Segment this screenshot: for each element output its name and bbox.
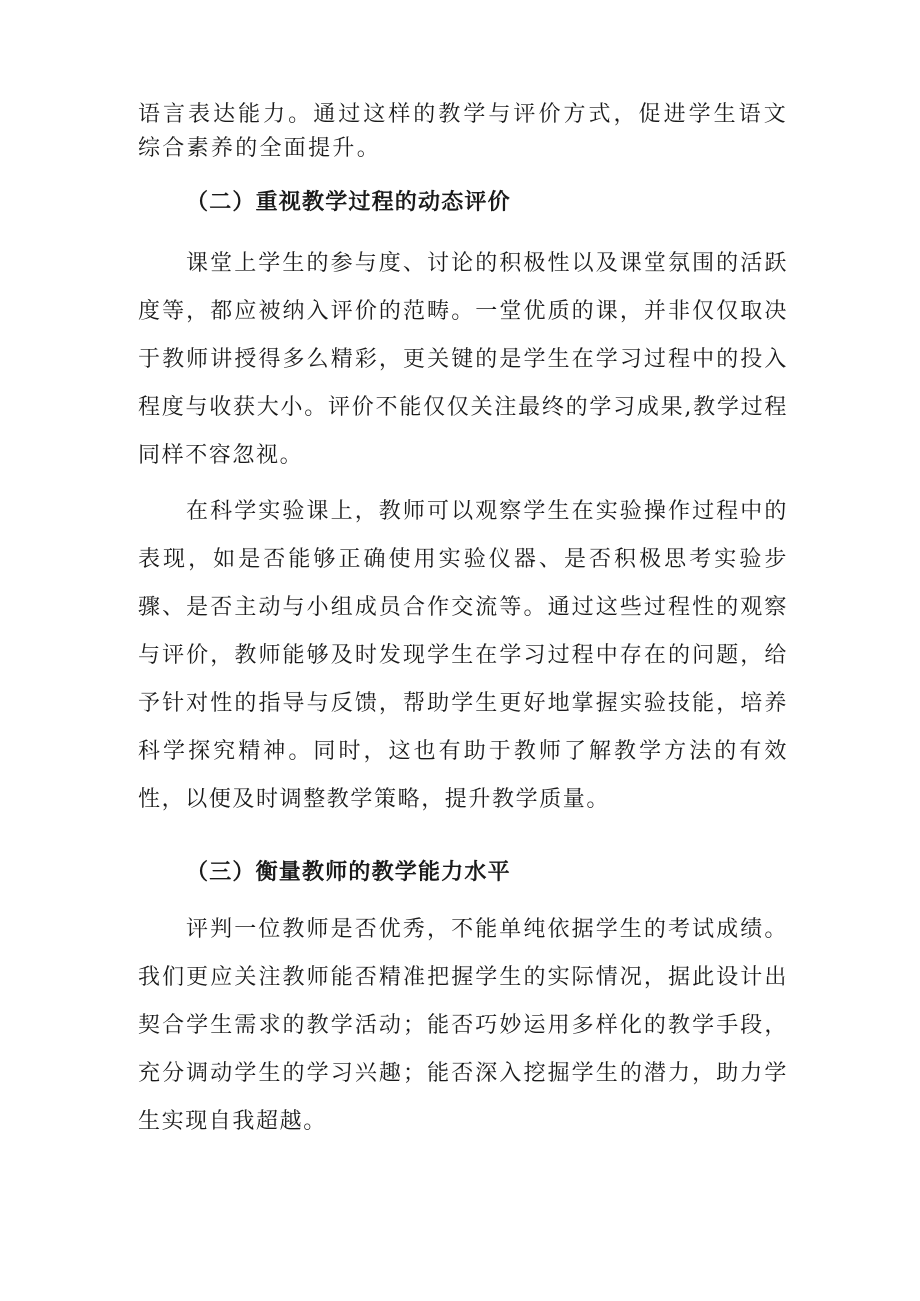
continued-paragraph: 语言表达能力。通过这样的教学与评价方式，促进学生语文综合素养的全面提升。 xyxy=(138,102,788,161)
paragraph-science-experiment: 在科学实验课上，教师可以观察学生在实验操作过程中的表现，如是否能够正确使用实验仪器、是否积极思考实验步骤、是否主动与小组成员合作交流等。通过这些过程性的观察与评价，教师能够及时发现学生在学习过程中存在的问题，给予针对性的指导与反馈，帮助学生更好地掌握实验技能，培养科学探究精神。同时，这也有助于教师了解教学方法的有效性，以便及时调整教学策略，提升教学质量。 xyxy=(138,499,788,812)
section-heading-dynamic-evaluation: （二）重视教学过程的动态评价 xyxy=(186,190,511,215)
paragraph-classroom-participation: 课堂上学生的参与度、讨论的积极性以及课堂氛围的活跃度等，都应被纳入评价的范畴。一堂优质的课，并非仅仅取决于教师讲授得多么精彩，更关键的是学生在学习过程中的投入程度与收获大小。评价不能仅仅关注最终的学习成果,教学过程同样不容忽视。 xyxy=(138,251,788,468)
paragraph-teacher-evaluation: 评判一位教师是否优秀，不能单纯依据学生的考试成绩。我们更应关注教师能否精准把握学生的实际情况，据此设计出契合学生需求的教学活动；能否巧妙运用多样化的教学手段，充分调动学生的学习兴趣；能否深入挖掘学生的潜力，助力学生实现自我超越。 xyxy=(138,917,788,1134)
section-heading-teacher-ability: （三）衡量教师的教学能力水平 xyxy=(186,860,511,885)
